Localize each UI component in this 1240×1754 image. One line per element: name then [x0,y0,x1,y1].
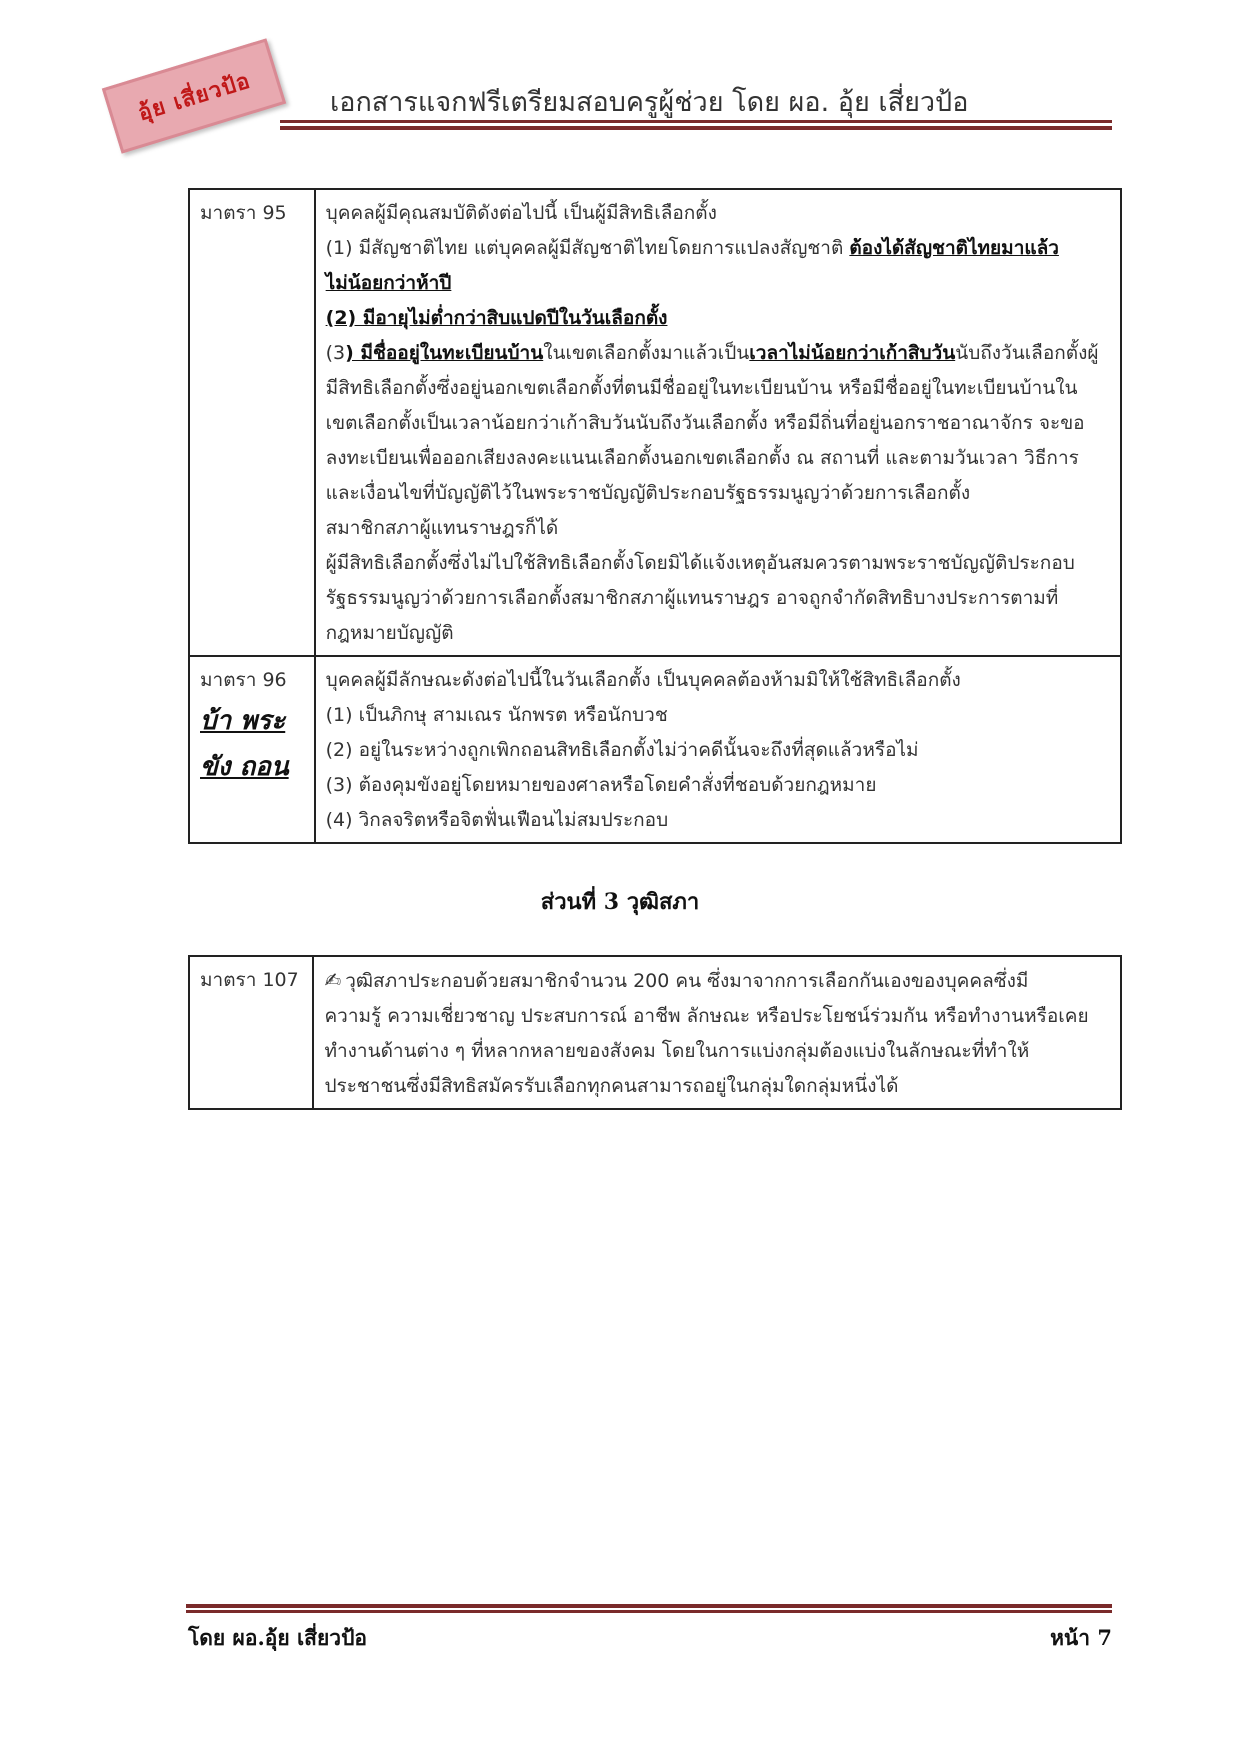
table-row-section-107 [189,956,1121,1109]
section-95-line-c: ลงทะเบียนเพื่อออกเสียงลงคะแนนเลือกตั้งนอกเขตเลือกตั้ง ณ สถานที่ และตามวันเวลา วิธีการ [325,447,1079,469]
writing-hand-icon: ✍ [324,968,342,992]
page-number: หน้า 7 [1050,1625,1112,1650]
item-3-emphasis: ) มีชื่ออยู่ในทะเบียนบ้าน [345,342,544,364]
section-95-line-h: กฎหมายบัญญัติ [325,622,454,644]
part-3-heading: ส่วนที่ 3 วุฒิสภา [540,889,700,915]
section-95-intro: บุคคลผู้มีคุณสมบัติดังต่อไปนี้ เป็นผู้มีสิทธิเลือกตั้ง [325,202,717,224]
section-96-label-cell [189,656,315,843]
item-2-emphasis: (2) มีอายุไม่ต่ำกว่าสิบแปดปีในวันเลือกตั้ง [325,307,668,329]
section-96-item-2: (2) อยู่ในระหว่างถูกเพิกถอนสิทธิเลือกตั้งไม่ว่าคดีนั้นจะถึงที่สุดแล้วหรือไม่ [325,739,919,761]
header-divider [280,120,1112,123]
law-table-elections [188,188,1122,844]
mnemonic-line-2: ขัง ถอน [200,752,289,782]
section-95-item-1 [326,231,1110,266]
section-95-item-2 [326,301,1110,336]
section-96-label: มาตรา 96 [200,669,287,691]
section-107-line-3: ทำงานด้านต่าง ๆ ที่หลากหลายของสังคม โดยในการแบ่งกลุ่มต้องแบ่งในลักษณะที่ทำให้ [324,1040,1030,1062]
section-95-line-a: มีสิทธิเลือกตั้งซึ่งอยู่นอกเขตเลือกตั้งที่ตนมีชื่ออยู่ในทะเบียนบ้าน หรือมีชื่ออยู่ในทะเบียนบ้านใน [325,377,1078,399]
section-96-intro: บุคคลผู้มีลักษณะดังต่อไปนี้ในวันเลือกตั้ง เป็นบุคคลต้องห้ามมิให้ใช้สิทธิเลือกตั้ง [325,669,961,691]
footer-divider [186,1610,1112,1613]
section-95-line-e: สมาชิกสภาผู้แทนราษฎรก็ได้ [325,517,559,539]
section-107-label: มาตรา 107 [189,956,313,1109]
section-96-item-3: (3) ต้องคุมขังอยู่โดยหมายของศาลหรือโดยคำสั่งที่ชอบด้วยกฎหมาย [325,774,877,796]
law-table-senate [188,955,1122,1110]
table-row-section-96 [189,656,1121,843]
item-1-text: (1) มีสัญชาติไทย แต่บุคคลผู้มีสัญชาติไทยโดยการแปลงสัญชาติ [325,237,850,259]
section-107-line-4: ประชาชนซึ่งมีสิทธิสมัครรับเลือกทุกคนสามารถอยู่ในกลุ่มใดกลุ่มหนึ่งได้ [324,1075,899,1097]
stamp-text: อุ้ย เสี่ยวป้อ [134,67,254,126]
mnemonic-line-1: บ้า พระ [200,706,286,736]
section-95-item-3 [326,336,1110,371]
section-95-line-d: และเงื่อนไขที่บัญญัติไว้ในพระราชบัญญัติประกอบรัฐธรรมนูญว่าด้วยการเลือกตั้ง [325,482,971,504]
section-95-label: มาตรา 95 [189,189,315,656]
section-107-line-1 [324,963,1110,999]
section-96-item-1: (1) เป็นภิกษุ สามเณร นักพรต หรือนักบวช [325,704,668,726]
section-95-line-f: ผู้มีสิทธิเลือกตั้งซึ่งไม่ไปใช้สิทธิเลือกตั้งโดยมิได้แจ้งเหตุอันสมควรตามพระราชบัญญัติประกอบ [325,552,1075,574]
item-3-emphasis-2: เวลาไม่น้อยกว่าเก้าสิบวัน [749,342,956,364]
item-1-emphasis-2: ไม่น้อยกว่าห้าปี [325,272,452,294]
section-96-item-4: (4) วิกลจริตหรือจิตฟั่นเฟือนไม่สมประกอบ [325,809,669,831]
item-3-rest: นับถึงวันเลือกตั้งผู้ [955,342,1099,364]
page-header-title: เอกสารแจกฟรีเตรียมสอบครูผู้ช่วย โดย ผอ. อุ้ย เสี่ยวป้อ [330,87,969,118]
section-96-body [315,656,1121,843]
footer-author: โดย ผอ.อุ้ย เสี่ยวป้อ [188,1625,368,1650]
table-row-section-95 [189,189,1121,656]
item-3-prefix: (3 [325,342,346,364]
section-95-line-g: รัฐธรรมนูญว่าด้วยการเลือกตั้งสมาชิกสภาผู้แทนราษฎร อาจถูกจำกัดสิทธิบางประการตามที่ [325,587,1059,609]
section-95-line-b: เขตเลือกตั้งเป็นเวลาน้อยกว่าเก้าสิบวันนับถึงวันเลือกตั้ง หรือมีถิ่นที่อยู่นอกราชอาณาจักร จะขอ [325,412,1085,434]
section-95-item-1-cont [326,266,1110,301]
item-3-mid: ในเขตเลือกตั้งมาแล้วเป็น [543,342,750,364]
section-107-line-1-text: วุฒิสภาประกอบด้วยสมาชิกจำนวน 200 คน ซึ่งมาจากการเลือกกันเองของบุคคลซึ่งมี [345,970,1029,992]
header-divider-thick [280,126,1112,130]
item-1-emphasis: ต้องได้สัญชาติไทยมาแล้ว [849,237,1059,259]
section-107-line-2: ความรู้ ความเชี่ยวชาญ ประสบการณ์ อาชีพ ลักษณะ หรือประโยชน์ร่วมกัน หรือทำงานหรือเคย [324,1005,1089,1027]
section-95-body [315,189,1121,656]
footer-divider-thick [186,1604,1112,1608]
section-107-body [313,956,1121,1109]
author-stamp-logo [102,38,286,153]
